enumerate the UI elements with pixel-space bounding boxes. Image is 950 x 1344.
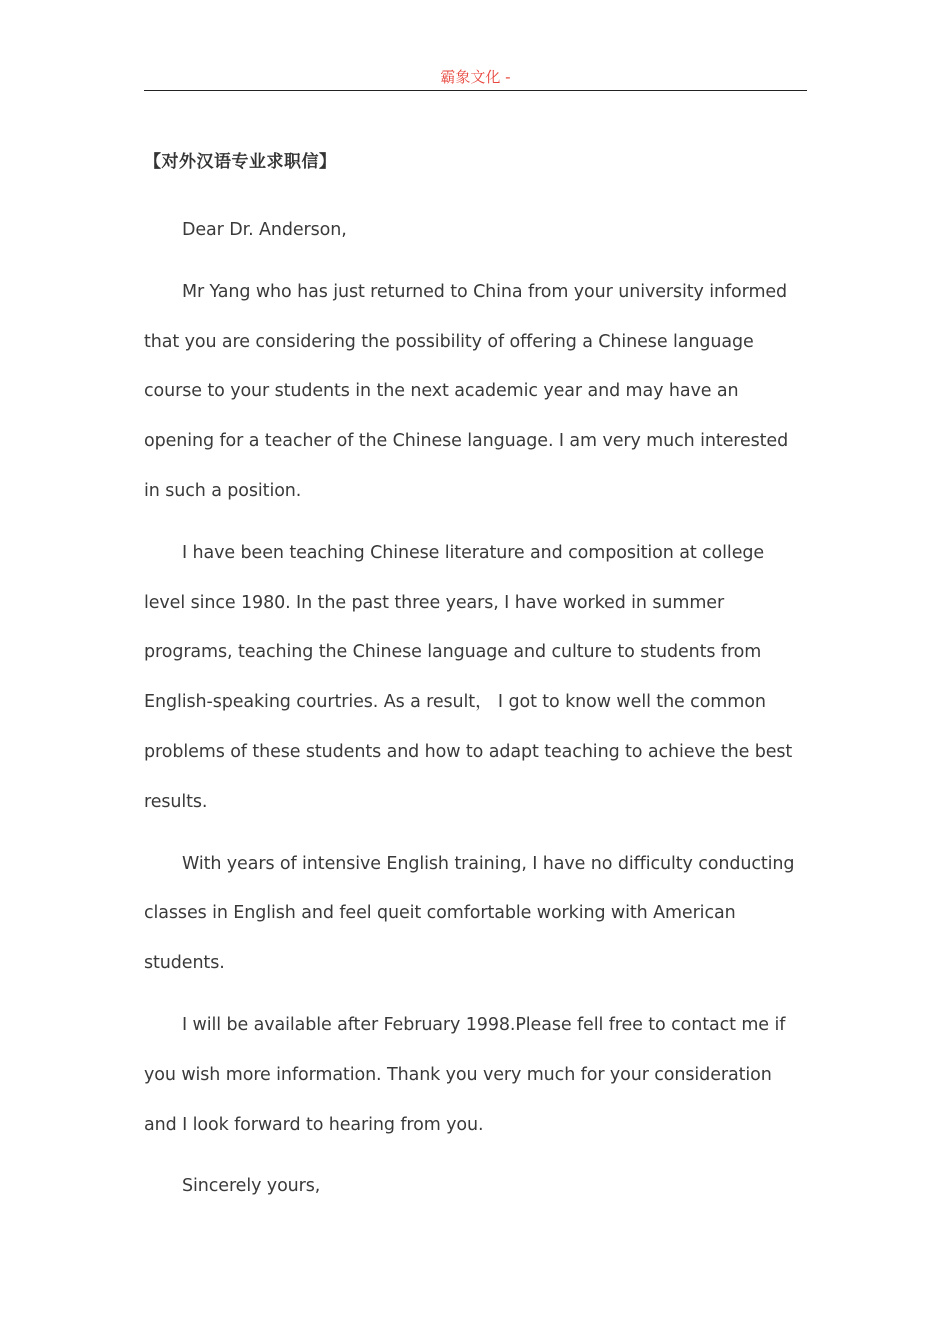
paragraph-4: I will be available after February 1998.Please fell free to contact me if you wish more information. Thank you very much for your consideration and I look forward to hearing from you.	[144, 1014, 786, 1135]
header-text: 霸象文化 -	[440, 68, 511, 86]
greeting: Dear Dr. Anderson,	[182, 220, 347, 240]
document-title: 【对外汉语专业求职信】	[144, 152, 337, 172]
closing: Sincerely yours,	[182, 1176, 321, 1197]
document-body	[144, 146, 804, 1224]
paragraph-3: With years of intensive English training, I have no difficulty conducting classes in English and feel queit comfortable working with American students.	[144, 853, 795, 974]
page-header	[144, 66, 807, 91]
paragraph-2: I have been teaching Chinese literature and composition at college level since 1980. In the past three years, I have worked in summer programs, teaching the Chinese language and culture to students from English-speaking courtries. As a result， I got to know well the common problems of these students and how to adapt teaching to achieve the best results.	[144, 542, 793, 812]
paragraph-1: Mr Yang who has just returned to China from your university informed that you are considering the possibility of offering a Chinese language course to your students in the next academic year and may have an opening for a teacher of the Chinese language. I am very much interested in such a position.	[144, 281, 789, 501]
